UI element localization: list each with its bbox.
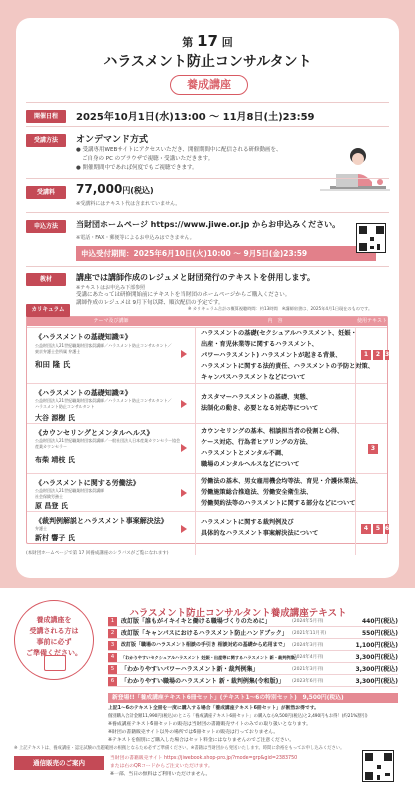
shop-link[interactable]: 当財団の書籍販売サイト https://jiwebook.shop-pro.jp/?mode=grp&gid=2383750 — [110, 756, 298, 761]
text-badge: 3 — [385, 351, 389, 358]
text-badge: 2 — [373, 350, 383, 360]
instructor-affiliation: ハラスメント防止コンサルタント — [35, 404, 95, 409]
prepare-notice: 養成講座を 受講される方は 事前に必ず ご準備ください。 — [14, 600, 94, 680]
course-title: 《カウンセリングとメンタルヘルス》 — [35, 429, 154, 437]
instructor-affiliation: 公益財団法人21世紀職業財団客員講師 — [35, 488, 105, 493]
book-item: 6 「わかりやすい職場のハラスメント 新・裁判例集(令和版)」 (2023年6月刊) 3,300円(税込) — [108, 676, 398, 687]
arrow-icon — [181, 444, 187, 452]
instructor-name: 原 昌登 氏 — [35, 502, 68, 510]
person-at-laptop-illustration — [316, 142, 392, 204]
course-content: 労働法の基本、男女雇用機会均等法、育児・介護休業法、 労働施策総合推進法、労働安全衛生法、 労働契約法等のハラスメントに関する部分などについて — [201, 478, 362, 507]
book-item: 3 改訂版「職場のハラスメント相談の手引き 相談対応の基礎から応用まで」 (2024年3月刊) 1,100円(税込) — [108, 640, 398, 651]
table-header — [27, 317, 387, 326]
table-row — [27, 473, 387, 511]
text-badge: 3 — [368, 444, 378, 454]
divider — [26, 178, 389, 179]
divider — [26, 266, 389, 267]
arrow-icon — [181, 400, 187, 408]
column-header: テーマ及び講師 — [93, 318, 129, 324]
qr-code[interactable] — [356, 223, 386, 253]
course-content: ハラスメントに関する裁判例及び 具体的なハラスメント事案解決法について — [201, 519, 319, 537]
instructor-affiliation: 産業カウンセラー — [35, 444, 67, 449]
course-content: カウンセリングの基本、相談担当者の役割と心得、 ケース対応、行為者ヒアリングの方法、 ハラスメントとメンタル不調、 職場のメンタルヘルスなどについて — [201, 428, 344, 468]
shop-qr-text: または右のQRコードからご注文いただけます。 — [110, 764, 213, 769]
textbook-title: ハラスメント防止コンサルタント養成講座テキスト — [129, 608, 347, 619]
method-bullet: ● 受講専用WEBサイトにアクセスいただき、開催期間中に配信される研修動画を、 — [76, 147, 282, 153]
instructor-name: 和田 隆 氏 — [35, 360, 71, 369]
apply-note: ※電話・FAX・郵便等によるお申込みはできません。 — [76, 235, 195, 241]
course-pill: 養成講座 — [170, 75, 248, 95]
set-offer-text: 上記1〜6のテキスト全冊を一度に購入する場合「養成講座テキスト6冊セット」が断然お得です。 — [108, 706, 319, 711]
instructor-affiliation: 公益財団法人21世紀職業財団客員講師／一般社団法人日本産業カウンセラー協会 — [35, 438, 181, 443]
course-title: 《ハラスメントに関する労働法》 — [35, 479, 140, 487]
course-title: 《ハラスメントの基礎知識①》 — [35, 333, 132, 341]
book-item: 2 改訂版「キャンパスにおけるハラスメント防止ハンドブック」 (2021年11月刊) 550円(税込) — [108, 628, 398, 639]
materials-text: 講座では講師作成のレジュメと財団発行のテキストを併用します。 — [76, 273, 315, 282]
text-badge: 5 — [373, 524, 383, 534]
instructor-affiliation: 東京弁護士会所属 弁護士 — [35, 349, 81, 354]
edition-label: 第 17 回 — [182, 32, 233, 50]
method-bullet: ● 開催期間中であれば何度でもご視聴できます。 — [76, 165, 198, 171]
instructor-affiliation: 社会保険労務士 — [35, 494, 63, 499]
course-info-card — [16, 18, 399, 578]
arrow-icon — [181, 350, 187, 358]
apply-label: 申込方法 — [26, 220, 66, 233]
book-item: 4 「わかりやすいセクシュアルハラスメント 妊娠・出産等に関するハラスメント 新・裁判例集」 (2024年4月刊) 3,300円(税込) — [108, 652, 398, 663]
instructor-name: 新村 響子 氏 — [35, 534, 75, 542]
book-item: 1 改訂版「誰もがイキイキと働ける職場づくりのために」 (2024年5月刊) 440円(税込) — [108, 616, 398, 627]
table-row — [27, 383, 387, 423]
fee-unit: 円(税込) — [122, 186, 154, 195]
instructor-affiliation: 公益財団法人21世紀職業財団客員講師／ハラスメント防止コンサルタント／ — [35, 343, 172, 348]
apply-text: 当財団ホームページ https://www.jiwe.or.jp からお申込みください。 — [76, 220, 341, 229]
instructor-affiliation: 公益財団法人21世紀職業財団客員講師／ハラスメント防止コンサルタント／ — [35, 398, 172, 403]
instructor-name: 大谷 源樹 氏 — [35, 414, 75, 422]
table-row — [27, 327, 387, 383]
course-title: 《裁判例解説とハラスメント事案解決法》 — [35, 517, 168, 525]
course-content: カスタマーハラスメントの基礎、実態、 法制化の動き、必要となる対応等について — [201, 394, 319, 412]
materials-label: 教材 — [26, 273, 66, 286]
text-badge: 4 — [361, 524, 371, 534]
set-offer-text: 個別購入合計金額11,990円(税込)のところ「養成講座テキスト6冊セット」の購入なら9,500円(税込)と2,490円もお得！(約21%割引) — [108, 714, 368, 719]
table-row — [27, 511, 387, 545]
fee-amount-value: 77,000 — [76, 182, 123, 196]
materials-line: 受講にあたっては研修開始前にテキストを当財団のホームページからご購入ください。 — [76, 292, 291, 298]
shop-qr-code[interactable] — [362, 750, 394, 782]
set-offer-note: ※財団の書籍販売サイト以外の場所では6冊セットの販売は行っておりません。 — [108, 730, 279, 735]
materials-note: ※テキストはお申込み下部参照 — [76, 285, 146, 291]
schedule-text: 2025年10月1日(水)13:00 〜 11月8日(土)23:59 — [76, 112, 315, 123]
instructor-affiliation: 弁護士 — [35, 526, 47, 531]
shop-note: ※一部、当日の無料はご利用いただけません。 — [110, 772, 211, 777]
arrow-icon — [181, 489, 187, 497]
page-title: ハラスメント防止コンサルタント — [103, 54, 312, 70]
book-icon — [44, 655, 66, 671]
mail-order-button[interactable]: 通信販売のご案内 — [14, 756, 104, 770]
fee-amount — [76, 182, 154, 196]
textbook-footnote: ※ 上記テキストは、養成講座・認定試験の出題範囲の根拠となるため必ずご準備ください。※書籍は当財団から発送いたします。時間に余裕をもってお申し込みください。 — [14, 746, 345, 751]
method-title: オンデマンド方式 — [76, 135, 149, 145]
arrow-icon — [181, 525, 187, 533]
application-period-banner: 申込受付期間：2025年6月10日(火)10:00 〜 9月5日(金)23:59 — [76, 246, 376, 261]
curriculum-table — [26, 316, 388, 544]
text-badge: 6 — [385, 525, 389, 532]
column-header: 内 容 — [267, 318, 283, 324]
set-offer-banner: 新登場!!「養成講座テキスト6冊セット」(テキスト1〜6の特別セット) 9,500円(税込) — [108, 693, 398, 703]
text-badge: 1 — [361, 350, 371, 360]
column-header: 使用テキスト — [357, 318, 387, 324]
method-bullet: ご自身の PC のブラウザで視聴・受講いただきます。 — [82, 156, 214, 162]
divider — [26, 102, 389, 103]
divider — [26, 126, 389, 127]
method-label: 受講方法 — [26, 134, 66, 147]
curriculum-note: ※ カリキュラム合計の概算視聴時間：約13時間 ※講師肩書は、2025年4月1日現在のものです。 — [188, 306, 373, 311]
course-title: 《ハラスメントの基礎知識②》 — [35, 389, 132, 397]
materials-line: 講師作成のレジュメは 9月下旬以降、順次配信の予定です。 — [76, 300, 224, 306]
fee-note: ※受講料にはテキスト代は含まれていません。 — [76, 201, 181, 207]
syllabus-note: (本財団ホームページで第 17 回養成講座のシラバスがご覧になれます) — [26, 551, 169, 556]
divider — [26, 212, 389, 213]
set-offer-note: ※テキストを個別にご購入した場合はセット料金にはなりませんのでご注意ください。 — [108, 738, 295, 743]
book-item: 5 「わかりやすいパワーハラスメント新・裁判例集」 (2021年3月刊) 3,300円(税込) — [108, 664, 398, 675]
set-offer-note: ※養成講座テキスト6冊セットの販売は当財団の書籍販売サイトのみでの取り扱いとなります。 — [108, 722, 311, 727]
curriculum-label: カリキュラム — [26, 304, 70, 317]
course-content: ハラスメントの基礎(セクシュアルハラスメント、妊娠・ 出産・育児休業等に関するハラスメント、 パワーハラスメント) ハラスメントが起きる背景、 ハラスメントに関する法的責任、ハラスメントの予防と対策、 キャンパスハラスメントなどについて — [201, 330, 374, 381]
table-row — [27, 423, 387, 473]
fee-label: 受講料 — [26, 186, 66, 199]
schedule-label: 開催日程 — [26, 110, 66, 123]
instructor-name: 布柴 靖枝 氏 — [35, 456, 75, 464]
